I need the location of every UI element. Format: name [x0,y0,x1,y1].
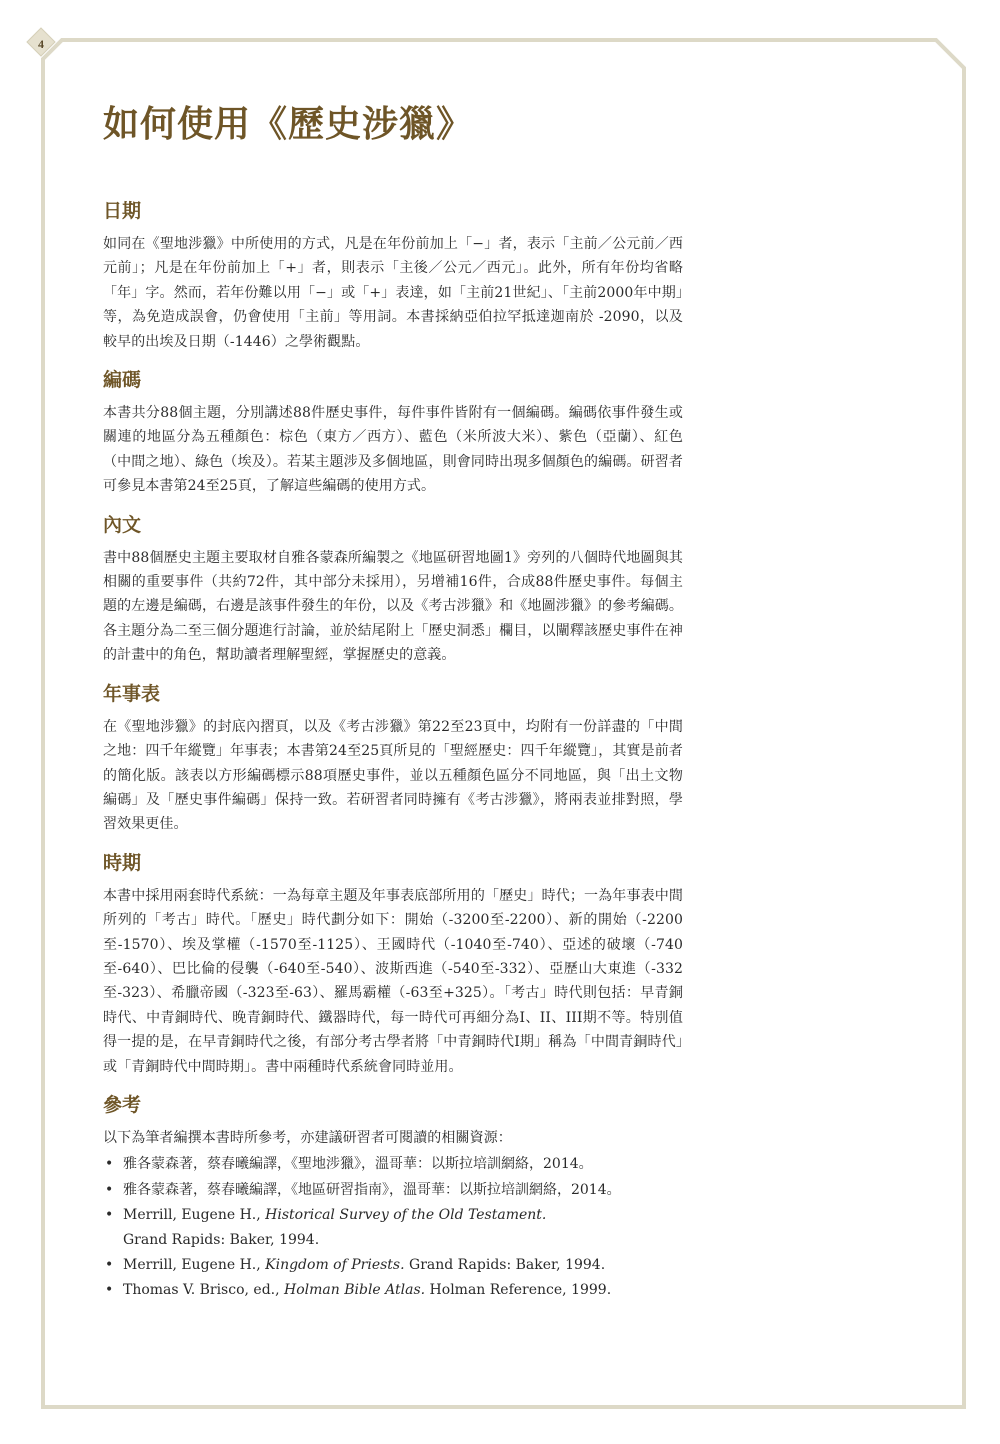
reference-publisher: Grand Rapids: Baker, 1994. [404,1257,606,1273]
section-text-content: 書中88個歷史主題主要取材自雅各蒙森所編製之《地區研習地圖1》旁列的八個時代地圖與其相關的重要事件（共約72件，其中部分未採用），另增補16件，合成88件歷史事件。每個主題的左邊是編碼，右邊是該事件發生的年份，以及《考古涉獵》和《地圖涉獵》的參考編碼。各主題分為二至三個分題進行討論，並於結尾附上「歷史洞悉」欄目，以闡釋該歷史事件在神的計畫中的角色，幫助讀者理解聖經，掌握歷史的意義。 [103,549,683,664]
reference-author: Merrill, Eugene H., [123,1257,266,1273]
bullet-icon: • [105,1257,114,1273]
section-text-dates: 如同在《聖地涉獵》中所使用的方式，凡是在年份前加上「−」者，表示「主前／公元前／西元前」；凡是在年份前加上「+」者，則表示「主後／公元／西元」。此外，所有年份均省略「年」字。然而，若年份難以用「−」或「+」表達，如「主前21世紀」、「主前2000年中期」等，為免造成誤會，仍會使用「主前」等用詞。本書採納亞伯拉罕抵達迦南於 -2090，以及較早的出埃及日期（-1446）之學術觀點。 [103,236,683,350]
section-text-periods: 本書中採用兩套時代系統：一為每章主題及年事表底部所用的「歷史」時代；一為年事表中間所列的「考古」時代。「歷史」時代劃分如下：開始（-3200至-2200）、新的開始（-2200至-1570）、埃及掌權（-1570至-1125）、王國時代（-1040至-740）、亞述的破壞（-740至-640）、巴比倫的侵襲（-640至-540）、波斯西進（-540至-332）、亞歷山大東進（-332至-323）、希臘帝國（-323至-63）、羅馬霸權（-63至+325）。「考古」時代則包括：早青銅時代、中青銅時代、晚青銅時代、鐵器時代，每一時代可再細分為I、II、III期不等。特別值得一提的是，在早青銅時代之後，有部分考古學者將「中青銅時代I期」稱為「中間青銅時代」或「青銅時代中間時期」。書中兩種時代系統會同時並用。 [103,887,683,1075]
main-content [103,98,683,1304]
section-periods [103,848,683,1079]
reference-author: Thomas V. Brisco, ed., [123,1282,285,1299]
reference-item [103,1178,683,1202]
section-references [103,1090,683,1303]
reference-author: Merrill, Eugene H., [123,1207,266,1224]
section-dates [103,196,683,354]
bullet-icon: • [105,1156,114,1173]
reference-item [103,1203,683,1252]
section-heading-codes: 編碼 [103,369,142,392]
page-number: 4 [38,36,44,51]
bullet-icon: • [105,1207,114,1224]
reference-text: 雅各蒙森著，蔡春曦編譯，《聖地涉獵》，溫哥華：以斯拉培訓網絡，2014。 [123,1156,593,1173]
reference-item [103,1278,683,1302]
page-title: 如何使用《歷史涉獵》 [103,103,474,145]
section-content [103,510,683,668]
reference-item [103,1152,683,1176]
bullet-icon: • [105,1181,114,1198]
section-heading-dates: 日期 [103,200,142,222]
reference-publisher: Grand Rapids: Baker, 1994. [123,1231,320,1248]
reference-publisher: Holman Reference, 1999. [425,1282,612,1299]
reference-book-title: Historical Survey of the Old Testament. [265,1207,547,1224]
reference-list [103,1152,683,1302]
reference-book-title: Holman Bible Atlas. [284,1282,426,1299]
section-heading-content: 內文 [103,513,142,536]
section-text-chronology: 在《聖地涉獵》的封底內摺頁，以及《考古涉獵》第22至23頁中，均附有一份詳盡的「中間之地：四千年縱覽」年事表；本書第24至25頁所見的「聖經歷史：四千年縱覽」，其實是前者的簡化版。該表以方形編碼標示88項歷史事件，並以五種顏色區分不同地區，與「出土文物編碼」及「歷史事件編碼」保持一致。若研習者同時擁有《考古涉獵》，將兩表並排對照，學習效果更佳。 [103,718,683,833]
section-heading-periods: 時期 [103,851,142,874]
section-codes [103,365,683,499]
reference-book-title: Kingdom of Priests. [265,1257,405,1273]
reference-item [103,1253,683,1277]
section-text-codes: 本書共分88個主題，分別講述88件歷史事件，每件事件皆附有一個編碼。編碼依事件發生或關連的地區分為五種顏色：棕色（東方／西方）、藍色（米所波大米）、紫色（亞蘭）、紅色（中間之地）、綠色（埃及）。若某主題涉及多個地區，則會同時出現多個顏色的編碼。研習者可參見本書第24至25頁，了解這些編碼的使用方式。 [103,405,683,495]
reference-text: 雅各蒙森著，蔡春曦編譯，《地區研習指南》，溫哥華：以斯拉培訓網絡，2014。 [123,1181,621,1198]
bullet-icon: • [105,1282,114,1299]
section-heading-references: 參考 [103,1093,142,1116]
section-heading-chronology: 年事表 [103,682,161,705]
references-intro: 以下為筆者編撰本書時所參考，亦建議研習者可閱讀的相關資源： [103,1129,512,1146]
section-chronology [103,679,683,837]
